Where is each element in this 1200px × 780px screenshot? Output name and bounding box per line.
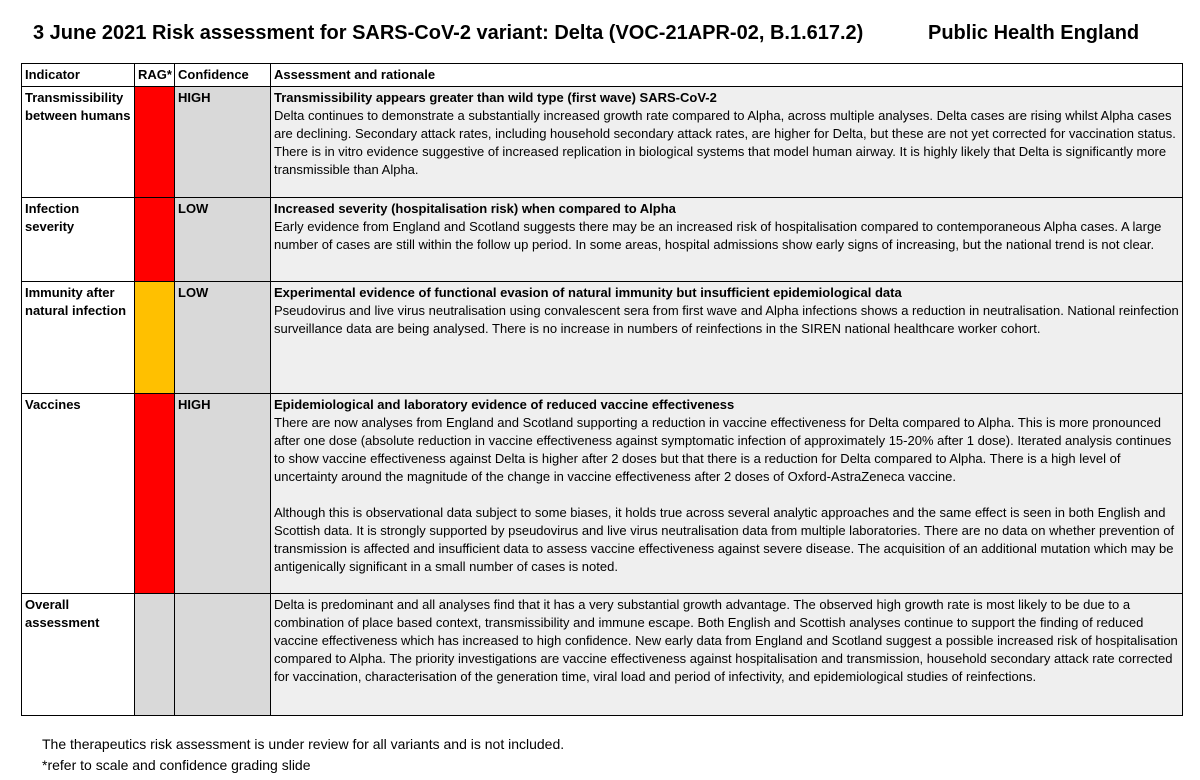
- rationale-body: Pseudovirus and live virus neutralisation using convalescent sera from first wave and Alpha infections shows a reduction in neutralisation. National reinfection surveillance data are being analysed. There is no increase in numbers of reinfections in the SIREN national healthcare worker cohort.: [274, 303, 1179, 336]
- rationale-body: Early evidence from England and Scotland suggests there may be an increased risk of hospitalisation compared to contemporaneous Alpha cases. A large number of cases are still within the follow up period. In some areas, hospital admissions show early signs of increasing, but the national trend is not clear.: [274, 219, 1162, 252]
- rationale-body-continued: Although this is observational data subject to some biases, it holds true across several analytic approaches and the same effect is seen in both English and Scottish data. It is strongly supported by pseudovirus and live virus neutralisation data from multiple laboratories. There are no data on whether prevention of transmission is affected and insufficient data to assess vaccine effectiveness against severe disease. The acquisition of an additional mutation which may be antigenically significant in a small number of cases is noted.: [274, 505, 1175, 574]
- rationale-cell: [271, 394, 1183, 594]
- header: [0, 0, 1200, 64]
- rationale-cell: [271, 594, 1183, 716]
- column-header-confidence: Confidence: [175, 64, 271, 87]
- table-header-row: [22, 64, 1183, 87]
- risk-assessment-table: [21, 63, 1183, 716]
- rationale-cell: [271, 282, 1183, 394]
- footnotes: [42, 734, 564, 776]
- indicator-cell: Infection severity: [22, 198, 135, 282]
- column-header-rag: RAG*: [135, 64, 175, 87]
- table-row-overall: [22, 594, 1183, 716]
- rationale-body: Delta is predominant and all analyses find that it has a very substantial growth advantage. The observed high growth rate is most likely to be due to a combination of place based context, transmissibility and immune escape. Both English and Scottish analyses continue to support the finding of reduced vaccine effectiveness which has increased to high confidence. New early data from England and Scotland suggest a possible increased risk of hospitalisation compared to Alpha. The priority investigations are vaccine effectiveness against hospitalisation and transmission, household secondary attack rate corrected for vaccination, characterisation of the generation time, viral load and period of infectivity, and epidemiological studies of reinfections.: [274, 597, 1178, 684]
- confidence-cell: HIGH: [175, 87, 271, 198]
- confidence-cell: LOW: [175, 198, 271, 282]
- table-row-vaccines: [22, 394, 1183, 594]
- footnote-therapeutics: The therapeutics risk assessment is under review for all variants and is not included.: [42, 736, 565, 752]
- rag-status-red: [135, 198, 175, 282]
- rationale-title: Transmissibility appears greater than wild type (first wave) SARS-CoV-2: [274, 90, 717, 105]
- footnote-rag-scale: *refer to scale and confidence grading slide: [42, 757, 311, 773]
- indicator-cell: Vaccines: [22, 394, 135, 594]
- rationale-cell: [271, 87, 1183, 198]
- confidence-cell: LOW: [175, 282, 271, 394]
- column-header-assessment: Assessment and rationale: [271, 64, 1183, 87]
- confidence-cell: HIGH: [175, 394, 271, 594]
- rationale-title: Epidemiological and laboratory evidence of reduced vaccine effectiveness: [274, 397, 735, 412]
- rationale-title: Increased severity (hospitalisation risk) when compared to Alpha: [274, 201, 676, 216]
- rag-status-red: [135, 394, 175, 594]
- confidence-cell: [175, 594, 271, 716]
- table-row-infection-severity: [22, 198, 1183, 282]
- rag-status-amber: [135, 282, 175, 394]
- indicator-cell: Transmissibility between humans: [22, 87, 135, 198]
- indicator-cell: Immunity after natural infection: [22, 282, 135, 394]
- rationale-title: Experimental evidence of functional evasion of natural immunity but insufficient epidemiological data: [274, 285, 902, 300]
- rationale-cell: [271, 198, 1183, 282]
- rag-status-none: [135, 594, 175, 716]
- page-title: 3 June 2021 Risk assessment for SARS-CoV-2 variant: Delta (VOC-21APR-02, B.1.617.2): [33, 22, 864, 44]
- organization-name: Public Health England: [928, 22, 1140, 44]
- rationale-body: There are now analyses from England and Scotland supporting a reduction in vaccine effectiveness for Delta compared to Alpha. This is more pronounced after one dose (absolute reduction in vaccine effectiveness against symptomatic infection of approximately 15-20% after 1 dose). Iterated analysis continues to show vaccine effectiveness against Delta is higher after 2 doses but that there is a reduction for Delta compared to Alpha. There is a high level of uncertainty around the magnitude of the change in vaccine effectiveness after 2 doses of Oxford-AstraZeneca vaccine.: [274, 415, 1172, 484]
- rationale-body: Delta continues to demonstrate a substantially increased growth rate compared to Alpha, across multiple analyses. Delta cases are rising whilst Alpha cases are declining. Secondary attack rates, including household secondary attack rates, are higher for Delta, but these are not yet corrected for vaccination status. There is in vitro evidence suggestive of increased replication in biological systems that model human airway. It is highly likely that Delta is significantly more transmissible than Alpha.: [274, 108, 1176, 177]
- rag-status-red: [135, 87, 175, 198]
- indicator-cell: Overall assessment: [22, 594, 135, 716]
- table-row-transmissibility: [22, 87, 1183, 198]
- column-header-indicator: Indicator: [22, 64, 135, 87]
- table-row-immunity: [22, 282, 1183, 394]
